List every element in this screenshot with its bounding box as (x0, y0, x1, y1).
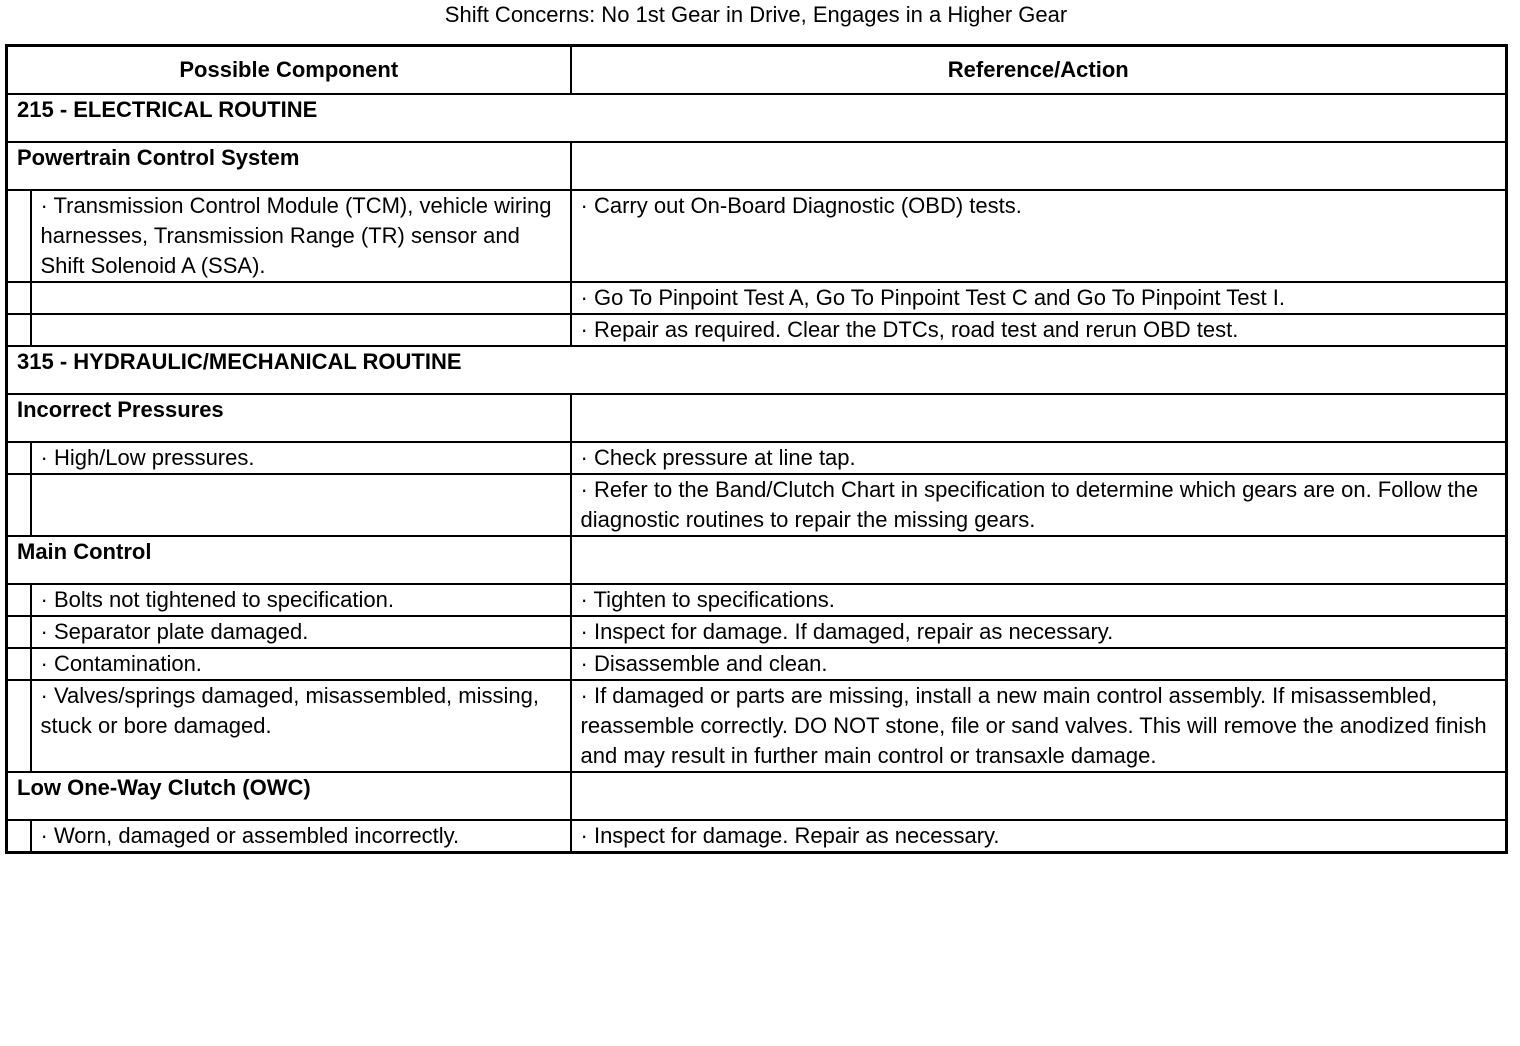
table-row (7, 474, 1507, 536)
component-cell (31, 314, 571, 346)
group-action-cell (571, 536, 1507, 584)
indent-cell (7, 190, 31, 282)
header-row (7, 46, 1507, 95)
indent-cell (7, 282, 31, 314)
group-heading: Main Control (7, 536, 571, 584)
table-row (7, 442, 1507, 474)
page-title: Shift Concerns: No 1st Gear in Drive, Engages in a Higher Gear (444, 2, 1068, 27)
indent-cell (7, 474, 31, 536)
component-cell: · High/Low pressures. (31, 442, 571, 474)
component-cell: · Valves/springs damaged, misassembled, missing, stuck or bore damaged. (31, 680, 571, 772)
indent-cell (7, 680, 31, 772)
component-cell: · Separator plate damaged. (31, 616, 571, 648)
action-cell: · Disassemble and clean. (571, 648, 1507, 680)
action-cell: · Carry out On-Board Diagnostic (OBD) tests. (571, 190, 1507, 282)
group-row (7, 394, 1507, 442)
column-header-action: Reference/Action (571, 46, 1507, 95)
diagnostic-table (5, 44, 1508, 854)
indent-cell (7, 442, 31, 474)
component-cell (31, 282, 571, 314)
group-action-cell (571, 394, 1507, 442)
group-row (7, 772, 1507, 820)
table-row (7, 680, 1507, 772)
table-row (7, 314, 1507, 346)
indent-cell (7, 648, 31, 680)
table-body (7, 94, 1507, 853)
group-heading: Incorrect Pressures (7, 394, 571, 442)
indent-cell (7, 584, 31, 616)
column-header-component: Possible Component (7, 46, 571, 95)
section-row (7, 94, 1507, 142)
action-cell: · Inspect for damage. Repair as necessary. (571, 820, 1507, 853)
section-row (7, 346, 1507, 394)
group-row (7, 536, 1507, 584)
table-row (7, 584, 1507, 616)
action-cell: · Tighten to specifications. (571, 584, 1507, 616)
indent-cell (7, 616, 31, 648)
component-cell: · Transmission Control Module (TCM), vehicle wiring harnesses, Transmission Range (TR) sensor and Shift Solenoid A (SSA). (31, 190, 571, 282)
table-row (7, 820, 1507, 853)
action-cell: · Go To Pinpoint Test A, Go To Pinpoint Test C and Go To Pinpoint Test I. (571, 282, 1507, 314)
group-action-cell (571, 772, 1507, 820)
action-cell: · Inspect for damage. If damaged, repair as necessary. (571, 616, 1507, 648)
indent-cell (7, 820, 31, 853)
group-heading: Powertrain Control System (7, 142, 571, 190)
action-cell: · Refer to the Band/Clutch Chart in specification to determine which gears are on. Follow the diagnostic routines to repair the missing gears. (571, 474, 1507, 536)
action-cell: · If damaged or parts are missing, install a new main control assembly. If misassembled, reassemble correctly. DO NOT stone, file or sand valves. This will remove the anodized finish and may result in further main control or transaxle damage. (571, 680, 1507, 772)
component-cell: · Bolts not tightened to specification. (31, 584, 571, 616)
component-cell: · Contamination. (31, 648, 571, 680)
action-cell: · Check pressure at line tap. (571, 442, 1507, 474)
component-cell (31, 474, 571, 536)
group-action-cell (571, 142, 1507, 190)
action-cell: · Repair as required. Clear the DTCs, road test and rerun OBD test. (571, 314, 1507, 346)
component-cell: · Worn, damaged or assembled incorrectly. (31, 820, 571, 853)
indent-cell (7, 314, 31, 346)
table-row (7, 282, 1507, 314)
group-row (7, 142, 1507, 190)
section-heading: 315 - HYDRAULIC/MECHANICAL ROUTINE (7, 346, 1507, 394)
section-heading: 215 - ELECTRICAL ROUTINE (7, 94, 1507, 142)
table-row (7, 616, 1507, 648)
table-row (7, 190, 1507, 282)
table-row (7, 648, 1507, 680)
group-heading: Low One-Way Clutch (OWC) (7, 772, 571, 820)
